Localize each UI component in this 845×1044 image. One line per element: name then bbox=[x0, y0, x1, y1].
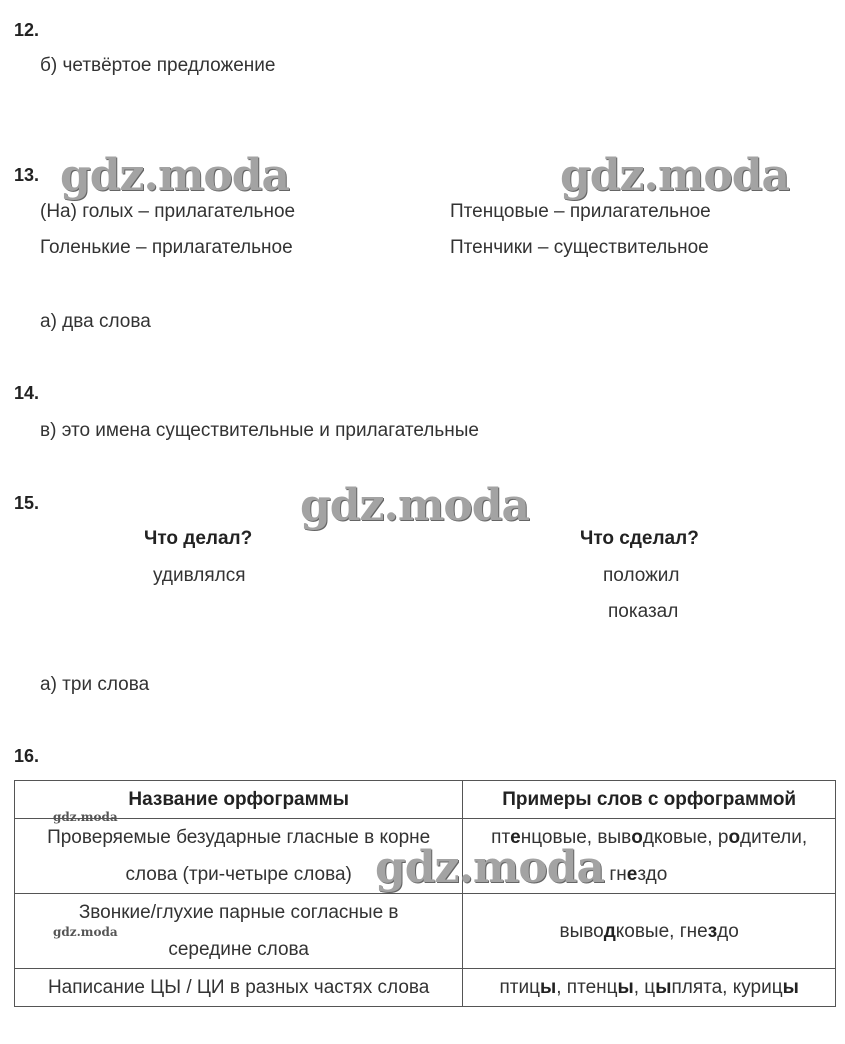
watermark: gdz.moda bbox=[53, 925, 118, 939]
task-15-answer: а) три слова bbox=[40, 674, 150, 695]
example-text: до bbox=[717, 920, 739, 942]
task-15-col1-header: Что делал? bbox=[144, 528, 253, 549]
task-13-left-line-1: (На) голых – прилагательное bbox=[40, 201, 296, 222]
orthogram-table bbox=[14, 780, 836, 1007]
highlighted-letter: е bbox=[510, 827, 521, 848]
task-12-answer: б) четвёртое предложение bbox=[40, 55, 276, 76]
highlighted-letter: д bbox=[603, 920, 616, 942]
orthogram-name-line: Написание ЦЫ / ЦИ в разных частях слова bbox=[47, 977, 430, 998]
task-13-number: 13. bbox=[14, 165, 40, 185]
orthogram-name-line: Проверяемые безударные гласные в корне bbox=[47, 827, 431, 848]
highlighted-letter: о bbox=[631, 827, 643, 848]
task-15-number: 15. bbox=[14, 493, 40, 513]
task-15-col2-item: показал bbox=[608, 601, 679, 622]
orthogram-examples-cell bbox=[463, 894, 836, 969]
orthogram-name-line: Звонкие/глухие парные согласные в bbox=[78, 902, 399, 923]
watermark: gdz.moda bbox=[53, 810, 118, 824]
watermark: gdz.moda bbox=[560, 150, 790, 201]
task-13-left-line-2: Голенькие – прилагательное bbox=[40, 237, 293, 258]
highlighted-letter: ы bbox=[540, 977, 557, 998]
orthogram-name-line: середине слова bbox=[168, 939, 309, 960]
task-14-number: 14. bbox=[14, 383, 40, 403]
example-text: плята, куриц bbox=[671, 977, 783, 998]
header-examples-label: Примеры слов с орфограммой bbox=[502, 789, 797, 810]
orthogram-name-line: слова (три-четыре слова) bbox=[125, 864, 352, 885]
task-13-right-line-1: Птенцовые – прилагательное bbox=[450, 201, 711, 222]
table-row bbox=[15, 969, 836, 1007]
watermark: gdz.moda bbox=[300, 480, 530, 531]
task-14-answer: в) это имена существительные и прилагательные bbox=[40, 420, 479, 441]
example-text: дители, bbox=[740, 827, 808, 848]
orthogram-name-cell bbox=[15, 894, 463, 969]
example-text: птиц bbox=[499, 977, 540, 998]
task-13-answer: а) два слова bbox=[40, 311, 151, 332]
example-text: гн bbox=[609, 864, 627, 885]
highlighted-letter: ы bbox=[655, 977, 672, 998]
example-text: ковые, гне bbox=[615, 920, 708, 942]
table-header-cell bbox=[463, 781, 836, 819]
example-text: , птенц bbox=[556, 977, 618, 998]
task-16-number: 16. bbox=[14, 746, 40, 766]
orthogram-name-cell bbox=[15, 969, 463, 1007]
watermark: gdz.moda bbox=[375, 842, 605, 893]
task-15-col2-header: Что сделал? bbox=[580, 528, 699, 549]
example-text: здо bbox=[637, 864, 668, 885]
highlighted-letter: е bbox=[626, 864, 638, 885]
table-header-cell bbox=[15, 781, 463, 824]
task-15-col2-item: положил bbox=[603, 565, 680, 586]
orthogram-examples-cell bbox=[463, 969, 836, 1007]
highlighted-letter: з bbox=[707, 920, 718, 942]
table-header-row bbox=[15, 781, 836, 819]
highlighted-letter: ы bbox=[617, 977, 634, 998]
highlighted-letter: о bbox=[728, 827, 741, 848]
example-text: выво bbox=[559, 920, 604, 942]
table-row bbox=[15, 894, 836, 969]
example-text: пт bbox=[491, 827, 511, 848]
example-text: , ц bbox=[633, 977, 656, 998]
task-12-number: 12. bbox=[14, 20, 40, 40]
example-text: нцовые, выв bbox=[520, 827, 632, 848]
watermark: gdz.moda bbox=[60, 150, 290, 201]
task-15-col1-item: удивлялся bbox=[153, 565, 246, 586]
task-13-right-line-2: Птенчики – существительное bbox=[450, 237, 709, 258]
highlighted-letter: ы bbox=[782, 977, 799, 998]
header-name-label: Название орфограммы bbox=[128, 789, 349, 810]
example-text: дковые, р bbox=[642, 827, 729, 848]
